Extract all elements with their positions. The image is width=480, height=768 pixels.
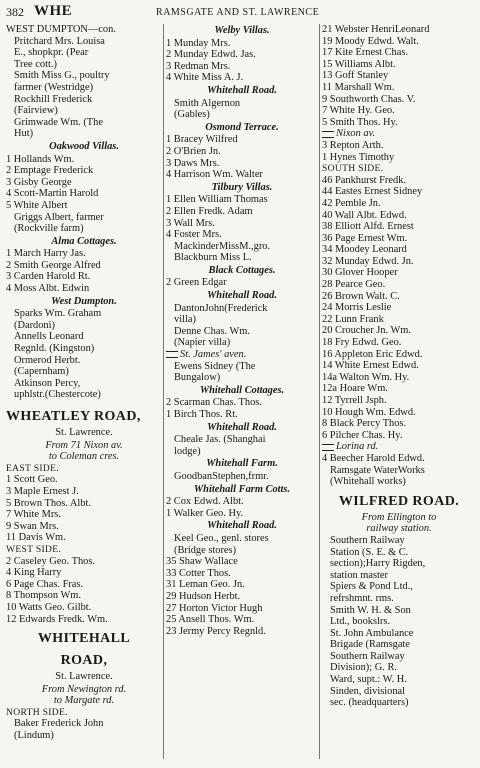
directory-entry: Annells Leonard	[14, 331, 84, 343]
directory-entry: 1 Bracey Wilfred	[166, 134, 238, 146]
column-divider	[163, 24, 164, 759]
directory-entry: SOUTH SIDE.	[322, 163, 384, 175]
cross-street-label: St. James' aven.	[180, 349, 247, 361]
directory-entry: (Capernham)	[14, 366, 69, 378]
route-description: to Coleman cres.	[48, 451, 120, 463]
directory-entry: 11 Davis Wm.	[6, 532, 66, 544]
directory-entry: Keel Geo., genl. stores	[174, 532, 269, 544]
cross-street-label: Lorina rd.	[336, 441, 379, 453]
directory-entry: 2 O'Brien Jn.	[166, 145, 221, 157]
directory-entry: 1 Scott Geo.	[6, 474, 58, 486]
directory-entry: Brigade (Ramsgate	[330, 639, 410, 651]
street-heading: WHEATLEY ROAD,	[6, 409, 141, 424]
directory-entry: 36 Page Ernest Wm.	[322, 232, 408, 244]
directory-entry: 31 Leman Geo. Jn.	[166, 579, 245, 591]
locality: St. Lawrence.	[55, 427, 113, 438]
directory-entry: Blackburn Miss L.	[174, 252, 252, 264]
directory-entry: villa)	[174, 314, 196, 326]
directory-entry: Ward, supt.: W. H.	[330, 674, 407, 686]
directory-entry: 3 Carden Harold Rt.	[6, 271, 91, 283]
directory-entry: 17 Kite Ernest Chas.	[322, 47, 408, 59]
directory-entry: Baker Frederick John	[14, 718, 104, 730]
directory-entry: 22 Lunn Frank	[322, 313, 384, 325]
directory-entry: (Bridge stores)	[174, 544, 237, 556]
cross-street-mark	[322, 131, 334, 138]
directory-entry: refrshmnt. rms.	[330, 592, 394, 604]
subheading: Tilbury Villas.	[211, 181, 273, 193]
column-2	[166, 24, 318, 637]
directory-entry: Hut)	[14, 128, 34, 140]
route-description: to Margate rd.	[53, 695, 115, 707]
directory-entry: station master	[330, 569, 389, 581]
directory-entry: 4 Foster Mrs.	[166, 229, 222, 241]
directory-entry: Smith W. H. & Son	[330, 604, 411, 616]
directory-entry: Spiers & Pond Ltd.,	[330, 581, 413, 593]
directory-entry: 2 Ellen Fredk. Adam	[166, 205, 253, 217]
column-3	[322, 24, 476, 709]
directory-entry: (Dardoni)	[14, 319, 55, 331]
page-number: 382	[6, 5, 24, 19]
directory-entry: Ltd., bookslrs.	[330, 616, 391, 628]
directory-entry: GoodbanStephen,frmr.	[174, 470, 269, 482]
directory-entry: 4 Moss Albt. Edwin	[6, 283, 90, 295]
directory-entry: Rockhill Frederick	[14, 93, 93, 105]
directory-entry: 4 Harrison Wm. Walter	[166, 169, 263, 181]
directory-entry: EAST SIDE.	[6, 462, 59, 474]
directory-entry: 1 Ellen William Thomas	[166, 194, 268, 206]
directory-entry: Tree cott.)	[14, 58, 57, 70]
subheading: Alma Cottages.	[51, 235, 117, 247]
directory-entry: Regnld. (Kingston)	[14, 343, 95, 355]
directory-entry: 1 March Harry Jas.	[6, 248, 86, 260]
directory-columns	[6, 24, 476, 764]
directory-entry: MackinderMissM.,gro.	[174, 240, 271, 252]
directory-entry: Sparks Wm. Graham	[14, 308, 102, 320]
subheading: Welby Villas.	[214, 25, 270, 36]
route-description: railway station.	[366, 523, 432, 535]
directory-entry: Station (S. E. & C.	[330, 546, 409, 558]
directory-entry: 6 Page Chas. Fras.	[6, 578, 84, 590]
directory-entry: Denne Chas. Wm.	[174, 325, 250, 337]
directory-entry: 12 Tyrrell Jsph.	[322, 395, 387, 406]
directory-entry: WEST DUMPTON—con.	[6, 24, 116, 35]
running-head: RAMSGATE AND ST. LAWRENCE	[156, 7, 320, 18]
directory-entry: 5 Smith Thos. Hy.	[322, 116, 398, 128]
directory-entry: (Fairview)	[14, 105, 58, 117]
directory-entry: (Napier villa)	[174, 337, 231, 349]
directory-entry: WEST SIDE.	[6, 543, 62, 555]
directory-entry: NORTH SIDE.	[6, 706, 68, 718]
directory-entry: 3 Maple Ernest J.	[6, 485, 79, 497]
directory-entry: 28 Pearce Geo.	[322, 279, 386, 291]
directory-entry: 19 Moody Edwd. Walt.	[322, 35, 419, 47]
directory-entry: 32 Munday Edwd. Jn.	[322, 255, 414, 267]
column-divider	[319, 24, 320, 759]
directory-entry: (Whitehall works)	[330, 476, 406, 488]
directory-entry: Southern Railway	[330, 650, 405, 662]
directory-entry: 26 Brown Walt. C.	[322, 290, 400, 302]
directory-entry: 5 White Albert	[6, 199, 68, 211]
directory-entry: 25 Ansell Thos. Wm.	[166, 614, 255, 626]
subheading: Whitehall Road.	[207, 290, 277, 302]
directory-entry: Ewens Sidney (The	[174, 360, 256, 372]
directory-entry: 16 Appleton Eric Edwd.	[322, 348, 423, 360]
column-1	[6, 24, 162, 742]
directory-entry: 10 Watts Geo. Gilbt.	[6, 601, 92, 613]
directory-entry: St. John Ambulance	[330, 627, 414, 639]
directory-entry: 18 Fry Edwd. Geo.	[322, 337, 402, 349]
directory-entry: 20 Croucher Jn. Wm.	[322, 325, 411, 337]
route-description: From Newington rd.	[41, 683, 127, 695]
directory-entry: 3 Gisby George	[6, 176, 72, 188]
cross-street	[322, 128, 476, 140]
directory-entry: 7 White Mrs.	[6, 509, 61, 521]
directory-entry: 1 Hollands Wm.	[6, 153, 75, 165]
directory-entry: 9 Southworth Chas. V.	[322, 93, 416, 105]
cross-street-mark	[322, 444, 334, 451]
cross-street	[322, 441, 476, 453]
directory-entry: uphlstr.(Chestercote)	[14, 389, 101, 401]
directory-entry: 40 Wall Albt. Edwd.	[322, 209, 407, 221]
directory-entry: 6 Pilcher Chas. Hy.	[322, 429, 403, 441]
subheading: Oakwood Villas.	[49, 140, 119, 152]
directory-entry: 42 Pemble Jn.	[322, 197, 381, 209]
directory-entry: Sinden, divisional	[330, 685, 406, 697]
directory-entry: Grimwade Wm. (The	[14, 116, 103, 128]
directory-entry: 3 Repton Arth.	[322, 139, 384, 151]
directory-entry: Griggs Albert, farmer	[14, 211, 104, 223]
directory-entry: 38 Elliott Alfd. Ernest	[322, 221, 414, 233]
directory-entry: 3 Daws Mrs.	[166, 157, 220, 169]
directory-entry: 5 Brown Thos. Albt.	[6, 497, 91, 509]
directory-entry: 1 Birch Thos. Rt.	[166, 409, 238, 420]
street-heading: WHITEHALL	[37, 631, 131, 647]
directory-entry: Pritchard Mrs. Louisa	[14, 35, 105, 47]
subheading: Whitehall Farm.	[206, 458, 278, 470]
directory-entry: section);Harry Rigden,	[330, 558, 426, 570]
locality: St. Lawrence.	[55, 671, 113, 683]
directory-entry: 46 Pankhurst Fredk.	[322, 174, 406, 186]
directory-entry: 4 White Miss A. J.	[166, 72, 244, 84]
directory-entry: (Rockville farm)	[14, 223, 84, 235]
directory-entry: 35 Shaw Wallace	[166, 556, 238, 568]
directory-entry: 2 Cox Edwd. Albt.	[166, 496, 244, 508]
directory-entry: Division); G. R.	[330, 662, 397, 674]
page-header	[6, 3, 474, 21]
route-description: From 71 Nixon av.	[45, 439, 123, 451]
directory-entry: 12a Hoare Wm.	[322, 383, 388, 395]
directory-entry: Atkinson Percy,	[14, 377, 81, 389]
directory-entry: 24 Morris Leslie	[322, 302, 392, 314]
cross-street-label: Nixon av.	[336, 128, 376, 140]
subheading: Whitehall Cottages.	[199, 384, 285, 396]
directory-entry: 2 Munday Edwd. Jas.	[166, 49, 256, 61]
directory-entry: 7 White Hy. Geo.	[322, 105, 395, 117]
directory-entry: 21 Webster HenriLeonard	[322, 24, 430, 35]
directory-entry: (Lindum)	[14, 730, 54, 742]
directory-entry: 2 Caseley Geo. Thos.	[6, 555, 95, 567]
street-heading: ROAD,	[60, 653, 108, 669]
subheading: Whitehall Road.	[207, 520, 277, 532]
directory-entry: 3 Wall Mrs.	[166, 217, 215, 229]
subheading: Black Cottages.	[208, 264, 276, 276]
directory-entry: 4 King Harry	[6, 567, 62, 579]
directory-entry: Ramsgate WaterWorks	[330, 464, 425, 476]
directory-entry: 3 Redman Mrs.	[166, 60, 231, 72]
directory-entry: 11 Marshall Wm.	[322, 81, 395, 93]
directory-entry: 34 Moodey Leonard	[322, 244, 407, 256]
directory-entry: 15 Williams Albt.	[322, 58, 396, 70]
directory-entry: E., shopkpr. (Pear	[14, 47, 89, 59]
directory-entry: 29 Hudson Herbt.	[166, 590, 241, 602]
directory-entry: 9 Swan Mrs.	[6, 520, 59, 532]
directory-entry: 13 Goff Stanley	[322, 70, 389, 82]
directory-entry: 8 Black Percy Thos.	[322, 418, 407, 430]
directory-entry: 8 Thompson Wm.	[6, 590, 81, 602]
subheading: Whitehall Farm Cotts.	[193, 483, 291, 495]
directory-entry: 23 Jermy Percy Regnld.	[166, 625, 266, 637]
directory-entry: 14a Walton Wm. Hy.	[322, 371, 410, 383]
directory-entry: 1 Walker Geo. Hy.	[166, 507, 244, 519]
cross-street-mark	[166, 351, 178, 358]
subheading: Osmond Terrace.	[205, 121, 279, 133]
directory-entry: 4 Beecher Harold Edwd.	[322, 452, 425, 464]
directory-entry: Ormerod Herbt.	[14, 354, 81, 366]
directory-entry: Smith Miss G., poultry	[14, 70, 110, 82]
directory-entry: 2 Smith George Alfred	[6, 259, 101, 271]
directory-entry: Bungalow)	[174, 372, 221, 384]
directory-entry: 1 Hynes Timothy	[322, 151, 395, 163]
directory-entry: 44 Eastes Ernest Sidney	[322, 186, 423, 198]
directory-entry: 33 Cotter Thos.	[166, 567, 231, 579]
section-guide-word: WHE	[34, 3, 73, 19]
directory-entry: 12 Edwards Fredk. Wm.	[6, 613, 108, 625]
directory-entry: 2 Green Edgar	[166, 277, 227, 289]
directory-entry: 30 Glover Hooper	[322, 267, 398, 279]
directory-entry: DantonJohn(Frederick	[174, 302, 268, 314]
subheading: West Dumpton.	[51, 295, 117, 307]
subheading: Whitehall Road.	[207, 421, 277, 433]
directory-entry: 2 Scarman Chas. Thos.	[166, 397, 262, 409]
directory-entry: 14 White Ernest Edwd.	[322, 360, 419, 372]
directory-entry: Cheale Jas. (Shanghai	[174, 434, 266, 446]
directory-entry: 27 Horton Victor Hugh	[166, 602, 263, 614]
route-description: From Ellington to	[361, 511, 437, 523]
street-heading: WILFRED ROAD.	[338, 493, 460, 509]
directory-entry: Smith Algernon	[174, 97, 241, 109]
directory-entry: (Gables)	[174, 109, 210, 121]
directory-entry: 2 Emptage Frederick	[6, 165, 94, 177]
directory-entry: Southern Railway	[330, 534, 405, 546]
directory-entry: lodge)	[174, 445, 201, 457]
directory-entry: 4 Scott-Martin Harold	[6, 188, 99, 200]
directory-entry: farmer (Westridge)	[14, 81, 94, 93]
cross-street	[166, 349, 318, 361]
subheading: Whitehall Road.	[207, 84, 277, 96]
directory-entry: 1 Munday Mrs.	[166, 37, 231, 49]
directory-entry: 10 Hough Wm. Edwd.	[322, 406, 416, 418]
directory-entry: sec. (headquarters)	[330, 697, 409, 709]
